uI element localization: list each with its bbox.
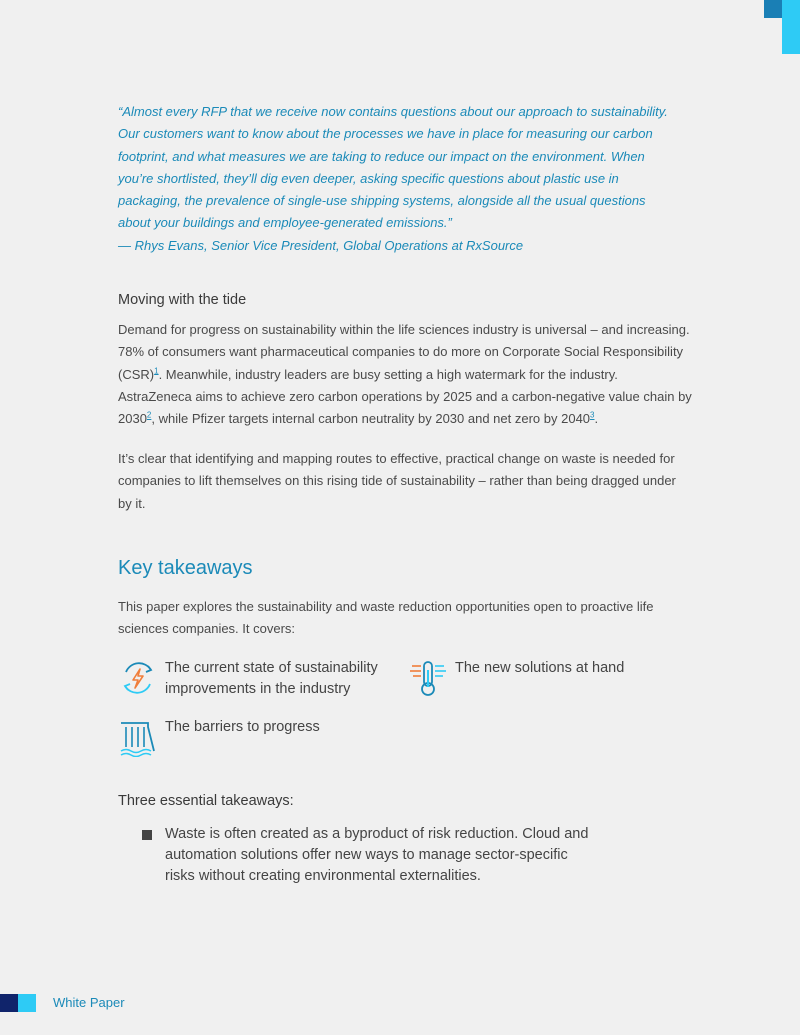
list-item xyxy=(142,824,592,887)
footer-label: White Paper xyxy=(53,995,125,1010)
bullet-text: Waste is often created as a byproduct of risk reduction. Cloud and automation solutions offer new ways to manage sector-specific risks without creating environmental externalities. xyxy=(165,826,589,884)
tide-text-part: , while Pfizer targets internal carbon neutrality by 2030 and net zero by 2040 xyxy=(151,411,591,427)
quote-text: “Almost every RFP that we receive now contains questions about our approach to sustainability. Our customers want to know about the processes we have in place for measuring our carbon footprint, and what measures we are taking to reduce our impact on the environment. When you’re shortlisted, they’ll dig even deeper, asking specific questions about plastic use in packaging, the prevalence of single-use shipping systems, alongside all the usual questions about your buildings and employee-generated emissions.” xyxy=(118,104,668,231)
tide-text-part: . xyxy=(594,411,599,427)
quote-attribution: — Rhys Evans, Senior Vice President, Global Operations at RxSource xyxy=(118,237,524,253)
pull-quote xyxy=(118,101,678,257)
tide-paragraph-2: It’s clear that identifying and mapping routes to effective, practical change on waste is needed for companies to lift themselves on this rising tide of sustainability – rather than being dragged under by it. xyxy=(118,451,676,511)
tide-text-part: Demand for progress on sustainability within the life sciences industry is universal – and increasing. 78% of consumers want pharmaceutical companies to do more on Corporate Social Responsibility (CSR) xyxy=(118,322,690,382)
thermometer-icon xyxy=(408,658,448,698)
corner-accent-dark xyxy=(764,0,782,18)
tide-text-part: . Meanwhile, industry leaders are busy setting a high watermark for the industry. AstraZeneca aims to achieve zero carbon operations by 2025 and a carbon-negative value chain by 2030 xyxy=(118,366,692,427)
footnote-link-3[interactable]: 3 xyxy=(590,410,595,420)
tide-paragraph-1 xyxy=(118,319,693,430)
bullet-square-icon xyxy=(142,830,152,840)
topic-label: The barriers to progress xyxy=(165,719,320,735)
topic-label: The current state of sustainability improvements in the industry xyxy=(165,660,378,697)
section-heading-key-takeaways: Key takeaways xyxy=(118,557,253,579)
dam-icon xyxy=(118,717,158,757)
topic-label: The new solutions at hand xyxy=(455,660,625,676)
topic-current-state xyxy=(118,658,398,700)
energy-cycle-icon xyxy=(118,658,158,698)
topic-new-solutions xyxy=(408,658,688,698)
topic-barriers xyxy=(118,717,398,757)
section-heading-tide: Moving with the tide xyxy=(118,292,247,308)
section-heading-three-takeaways: Three essential takeaways: xyxy=(118,793,294,809)
footer-accent-dark xyxy=(0,994,18,1012)
footnote-link-1[interactable]: 1 xyxy=(154,366,159,376)
corner-accent-light xyxy=(782,0,800,54)
key-intro: This paper explores the sustainability and waste reduction opportunities open to proactive life sciences companies. It covers: xyxy=(118,599,654,637)
footer-accent-light xyxy=(18,994,36,1012)
footnote-link-2[interactable]: 2 xyxy=(146,410,152,420)
